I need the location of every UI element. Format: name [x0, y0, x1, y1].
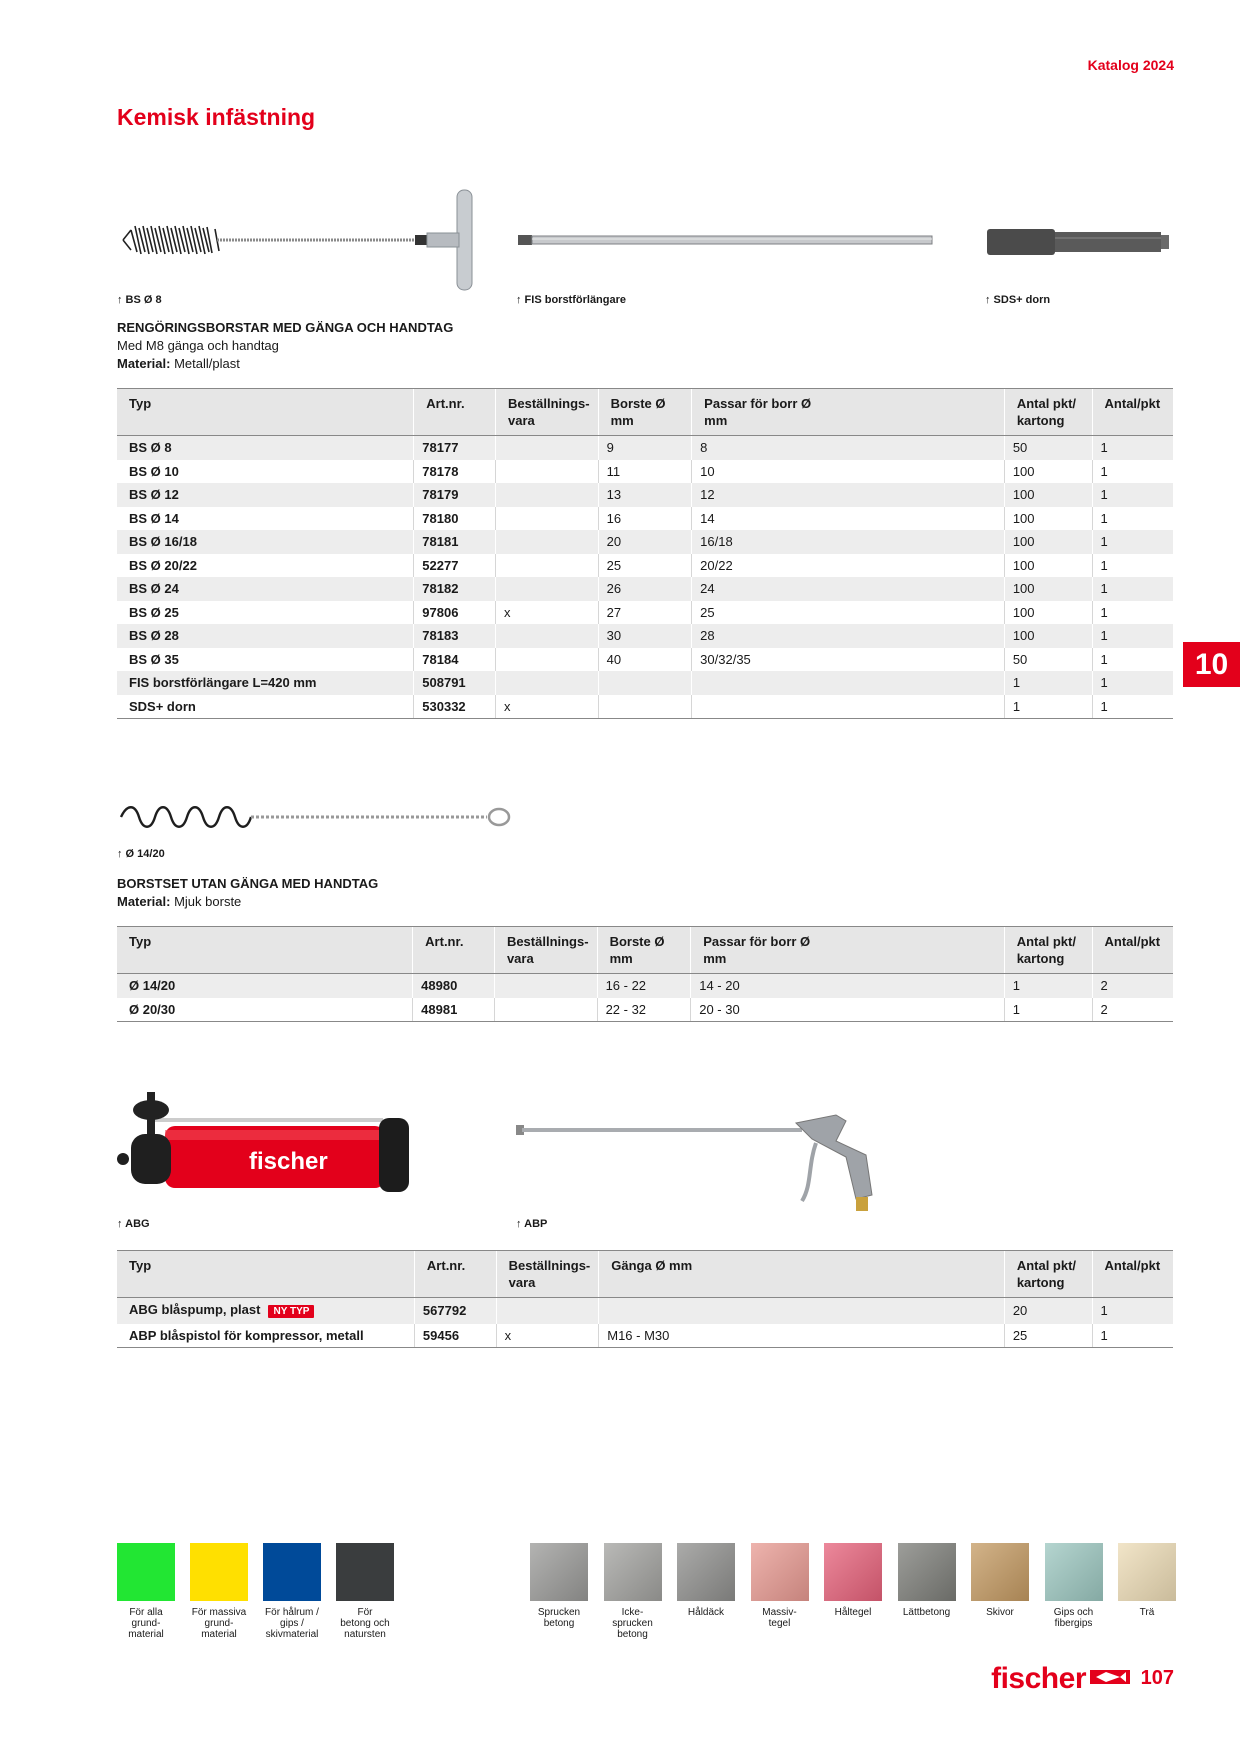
table-cell: FIS borstförlängare L=420 mm [129, 675, 317, 690]
table-cell: 25 [1012, 1327, 1028, 1343]
table-row [117, 998, 1173, 1022]
caption-sds: ↑ SDS+ dorn [985, 294, 1051, 306]
table-row [117, 671, 1173, 695]
column-header: Antal/pkt [1092, 927, 1173, 974]
table-cell: Ø 14/20 [129, 978, 176, 993]
table-cell: 100 [1012, 604, 1035, 620]
table-cell: 1 [1100, 675, 1108, 690]
caption-fis: ↑ FIS borstförlängare [516, 294, 627, 306]
table-cell: ABP blåspistol för kompressor, metall [129, 1327, 364, 1343]
chapter-tab: 10 [1183, 642, 1240, 687]
table-cell: BS Ø 25 [129, 604, 179, 620]
caption-abp: ↑ ABP [516, 1218, 548, 1230]
table-cell: 24 [700, 581, 715, 596]
table-cell: 25 [606, 557, 622, 573]
table-cell: 1 [1100, 487, 1108, 502]
table-cell: 8 [700, 440, 708, 455]
swatch-label: Massiv- tegel [762, 1607, 797, 1629]
column-header: Antal/pkt [1092, 389, 1173, 436]
column-header: Borste Ø mm [597, 927, 691, 974]
column-header: Beställnings- vara [494, 927, 597, 974]
table-cell: 567792 [422, 1303, 467, 1318]
table-cell: BS Ø 28 [129, 628, 179, 643]
table-cell: 1 [1012, 978, 1020, 993]
table-cell: 1 [1100, 510, 1108, 526]
table-cell: 1 [1100, 463, 1108, 479]
swatch-label: Skivor [986, 1607, 1014, 1618]
table-cell: 52277 [422, 557, 459, 573]
table-cell: BS Ø 10 [129, 463, 179, 479]
table-cell: x [503, 698, 511, 714]
abg-pump-image [117, 1090, 447, 1210]
section1-material: Material: Metall/plast [117, 356, 240, 371]
table-cell: 20 [1012, 1303, 1028, 1318]
table-cell: 100 [1012, 534, 1035, 549]
table-cell: 10 [700, 463, 715, 479]
table-cell: 100 [1012, 557, 1035, 573]
swatch-label: Håltegel [834, 1607, 872, 1618]
table-cell: ABG blåspump, plast [129, 1302, 261, 1317]
table-cell: 27 [606, 604, 622, 620]
table-cell: Ø 20/30 [129, 1001, 176, 1017]
table-cell: 48980 [421, 978, 458, 993]
table-cell: 1 [1100, 581, 1108, 596]
table-cell: 78184 [422, 651, 459, 667]
swatch-label: Gips och fibergips [1053, 1607, 1094, 1629]
column-header: Antal pkt/ kartong [1004, 389, 1092, 436]
pump-table [117, 1250, 1173, 1348]
column-header: Antal/pkt [1092, 1251, 1173, 1298]
table-row [117, 507, 1173, 531]
table-row [117, 1298, 1173, 1324]
table-cell: 28 [700, 628, 715, 643]
table-cell: 13 [606, 487, 622, 502]
table-cell: BS Ø 35 [129, 651, 179, 667]
table-cell: 12 [700, 487, 715, 502]
table-cell: BS Ø 14 [129, 510, 179, 526]
table-cell: 78177 [422, 440, 459, 455]
column-header: Beställnings- vara [495, 389, 598, 436]
column-header: Antal pkt/ kartong [1004, 1251, 1092, 1298]
swatch-label: För alla grund- material [128, 1607, 164, 1640]
table-cell: SDS+ dorn [129, 698, 196, 714]
bs-brush-image [117, 186, 477, 296]
material-swatch [530, 1543, 588, 1601]
brush-set-table [117, 926, 1173, 1022]
table-cell: 1 [1100, 628, 1108, 643]
table-cell: 1 [1012, 698, 1021, 714]
table-cell: 30/32/35 [700, 651, 751, 667]
table-cell: 1 [1012, 675, 1021, 690]
section2-material: Material: Mjuk borste [117, 894, 242, 909]
fish-logo-icon [1090, 1666, 1130, 1686]
caption-brush-set: ↑ Ø 14/20 [117, 848, 165, 860]
material-swatch [1118, 1543, 1176, 1601]
catalog-label: Katalog 2024 [1087, 57, 1174, 73]
table-cell: 97806 [422, 604, 459, 620]
column-header: Typ [117, 927, 413, 974]
table-cell: 100 [1012, 463, 1035, 479]
table-cell: M16 - M30 [607, 1327, 670, 1343]
table-row [117, 601, 1173, 625]
color-swatch [336, 1543, 394, 1601]
table-cell: 1 [1100, 604, 1108, 620]
table-cell: BS Ø 20/22 [129, 557, 197, 573]
page-title: Kemisk infästning [117, 104, 316, 130]
table-cell: 78183 [422, 628, 459, 643]
table-cell: BS Ø 24 [129, 581, 179, 596]
table-cell: x [504, 1327, 512, 1343]
table-cell: 2 [1100, 978, 1108, 993]
material-swatch [604, 1543, 662, 1601]
column-header: Art.nr. [414, 1251, 496, 1298]
table-cell: 48981 [421, 1001, 458, 1017]
table-cell: 16 - 22 [605, 978, 647, 993]
caption-abg: ↑ ABG [117, 1218, 150, 1230]
brush-table [117, 388, 1173, 719]
swatch-label: Lättbetong [902, 1607, 951, 1618]
table-cell: 22 - 32 [605, 1001, 647, 1017]
table-cell: 78179 [422, 487, 459, 502]
column-header: Typ [117, 1251, 414, 1298]
table-cell: 40 [606, 651, 622, 667]
table-cell: 100 [1012, 628, 1035, 643]
column-header: Antal pkt/ kartong [1004, 927, 1092, 974]
table-row [117, 554, 1173, 578]
table-row [117, 648, 1173, 672]
table-row [117, 577, 1173, 601]
table-cell: 1 [1012, 1001, 1020, 1017]
table-cell: 1 [1100, 534, 1108, 549]
table-row [117, 483, 1173, 507]
column-header: Beställnings- vara [496, 1251, 599, 1298]
table-row [117, 436, 1173, 460]
column-header: Gänga Ø mm [599, 1251, 1005, 1298]
table-cell: 78180 [422, 510, 459, 526]
table-cell: 11 [606, 463, 621, 479]
swatch-label: För massiva grund- material [191, 1607, 247, 1640]
swatch-label: Icke- sprucken betong [612, 1607, 653, 1640]
material-swatch [824, 1543, 882, 1601]
table-cell: 1 [1100, 1327, 1108, 1343]
table-cell: 2 [1100, 1001, 1108, 1017]
table-cell: x [503, 604, 511, 620]
table-cell: 1 [1100, 440, 1108, 455]
table-cell: BS Ø 12 [129, 487, 179, 502]
material-swatch [1045, 1543, 1103, 1601]
material-swatch [971, 1543, 1029, 1601]
color-swatch [263, 1543, 321, 1601]
table-cell: 14 - 20 [699, 978, 740, 993]
table-row [117, 460, 1173, 484]
material-swatch [677, 1543, 735, 1601]
table-cell: 530332 [422, 698, 466, 714]
color-swatch [117, 1543, 175, 1601]
table-row [117, 624, 1173, 648]
table-cell: 9 [606, 440, 614, 455]
column-header: Passar för borr Ø mm [691, 927, 1004, 974]
table-cell: 78181 [422, 534, 459, 549]
table-cell: BS Ø 16/18 [129, 534, 197, 549]
abp-gun-image [516, 1105, 876, 1220]
fis-extension-image [516, 228, 936, 252]
table-cell: 508791 [422, 675, 466, 690]
table-cell: 1 [1100, 698, 1108, 714]
swatch-label: För hålrum / gips / skivmaterial [265, 1607, 319, 1640]
material-swatch [898, 1543, 956, 1601]
column-header: Art.nr. [413, 927, 495, 974]
section1-title: RENGÖRINGSBORSTAR MED GÄNGA OCH HANDTAG [117, 320, 454, 335]
table-cell: 1 [1100, 1303, 1108, 1318]
section2-title: BORSTSET UTAN GÄNGA MED HANDTAG [117, 876, 379, 891]
table-cell: 50 [1012, 651, 1028, 667]
table-cell: BS Ø 8 [129, 440, 172, 455]
table-row [117, 530, 1173, 554]
table-cell: 26 [606, 581, 622, 596]
table-cell: 59456 [422, 1327, 460, 1343]
swatch-label: Håldäck [687, 1607, 725, 1618]
color-swatch [190, 1543, 248, 1601]
table-cell: 78182 [422, 581, 459, 596]
table-row [117, 695, 1173, 719]
swatch-label: Sprucken betong [537, 1607, 581, 1629]
caption-bs: ↑ BS Ø 8 [117, 294, 162, 306]
table-cell: 78178 [422, 463, 459, 479]
column-header: Typ [117, 389, 414, 436]
new-type-badge: NY TYP [268, 1305, 314, 1318]
table-cell: 25 [700, 604, 715, 620]
table-cell: 50 [1012, 440, 1028, 455]
table-cell: 20/22 [700, 557, 733, 573]
table-cell: 100 [1012, 581, 1035, 596]
table-cell: 100 [1012, 510, 1035, 526]
table-cell: 14 [700, 510, 715, 526]
table-cell: 16/18 [700, 534, 733, 549]
pump-brand-text: fischer [249, 1148, 328, 1175]
sds-adapter-image [985, 226, 1171, 258]
table-cell: 1 [1100, 557, 1108, 573]
column-header: Art.nr. [414, 389, 496, 436]
table-cell: 20 - 30 [699, 1001, 740, 1017]
material-swatch [751, 1543, 809, 1601]
table-row [117, 1324, 1173, 1348]
table-cell: 1 [1100, 651, 1108, 667]
column-header: Borste Ø mm [598, 389, 692, 436]
section1-desc: Med M8 gänga och handtag [117, 338, 279, 353]
fischer-logo: fischer [991, 1662, 1130, 1696]
table-row [117, 974, 1173, 998]
table-cell: 100 [1012, 487, 1035, 502]
swatch-label: För betong och natursten [340, 1607, 390, 1640]
table-cell: 30 [606, 628, 622, 643]
table-cell: 16 [606, 510, 622, 526]
brush-set-image [117, 800, 517, 834]
column-header: Passar för borr Ø mm [692, 389, 1005, 436]
table-cell: 20 [606, 534, 622, 549]
swatch-label: Trä [1139, 1607, 1155, 1618]
page-number: 107 [1140, 1667, 1174, 1689]
